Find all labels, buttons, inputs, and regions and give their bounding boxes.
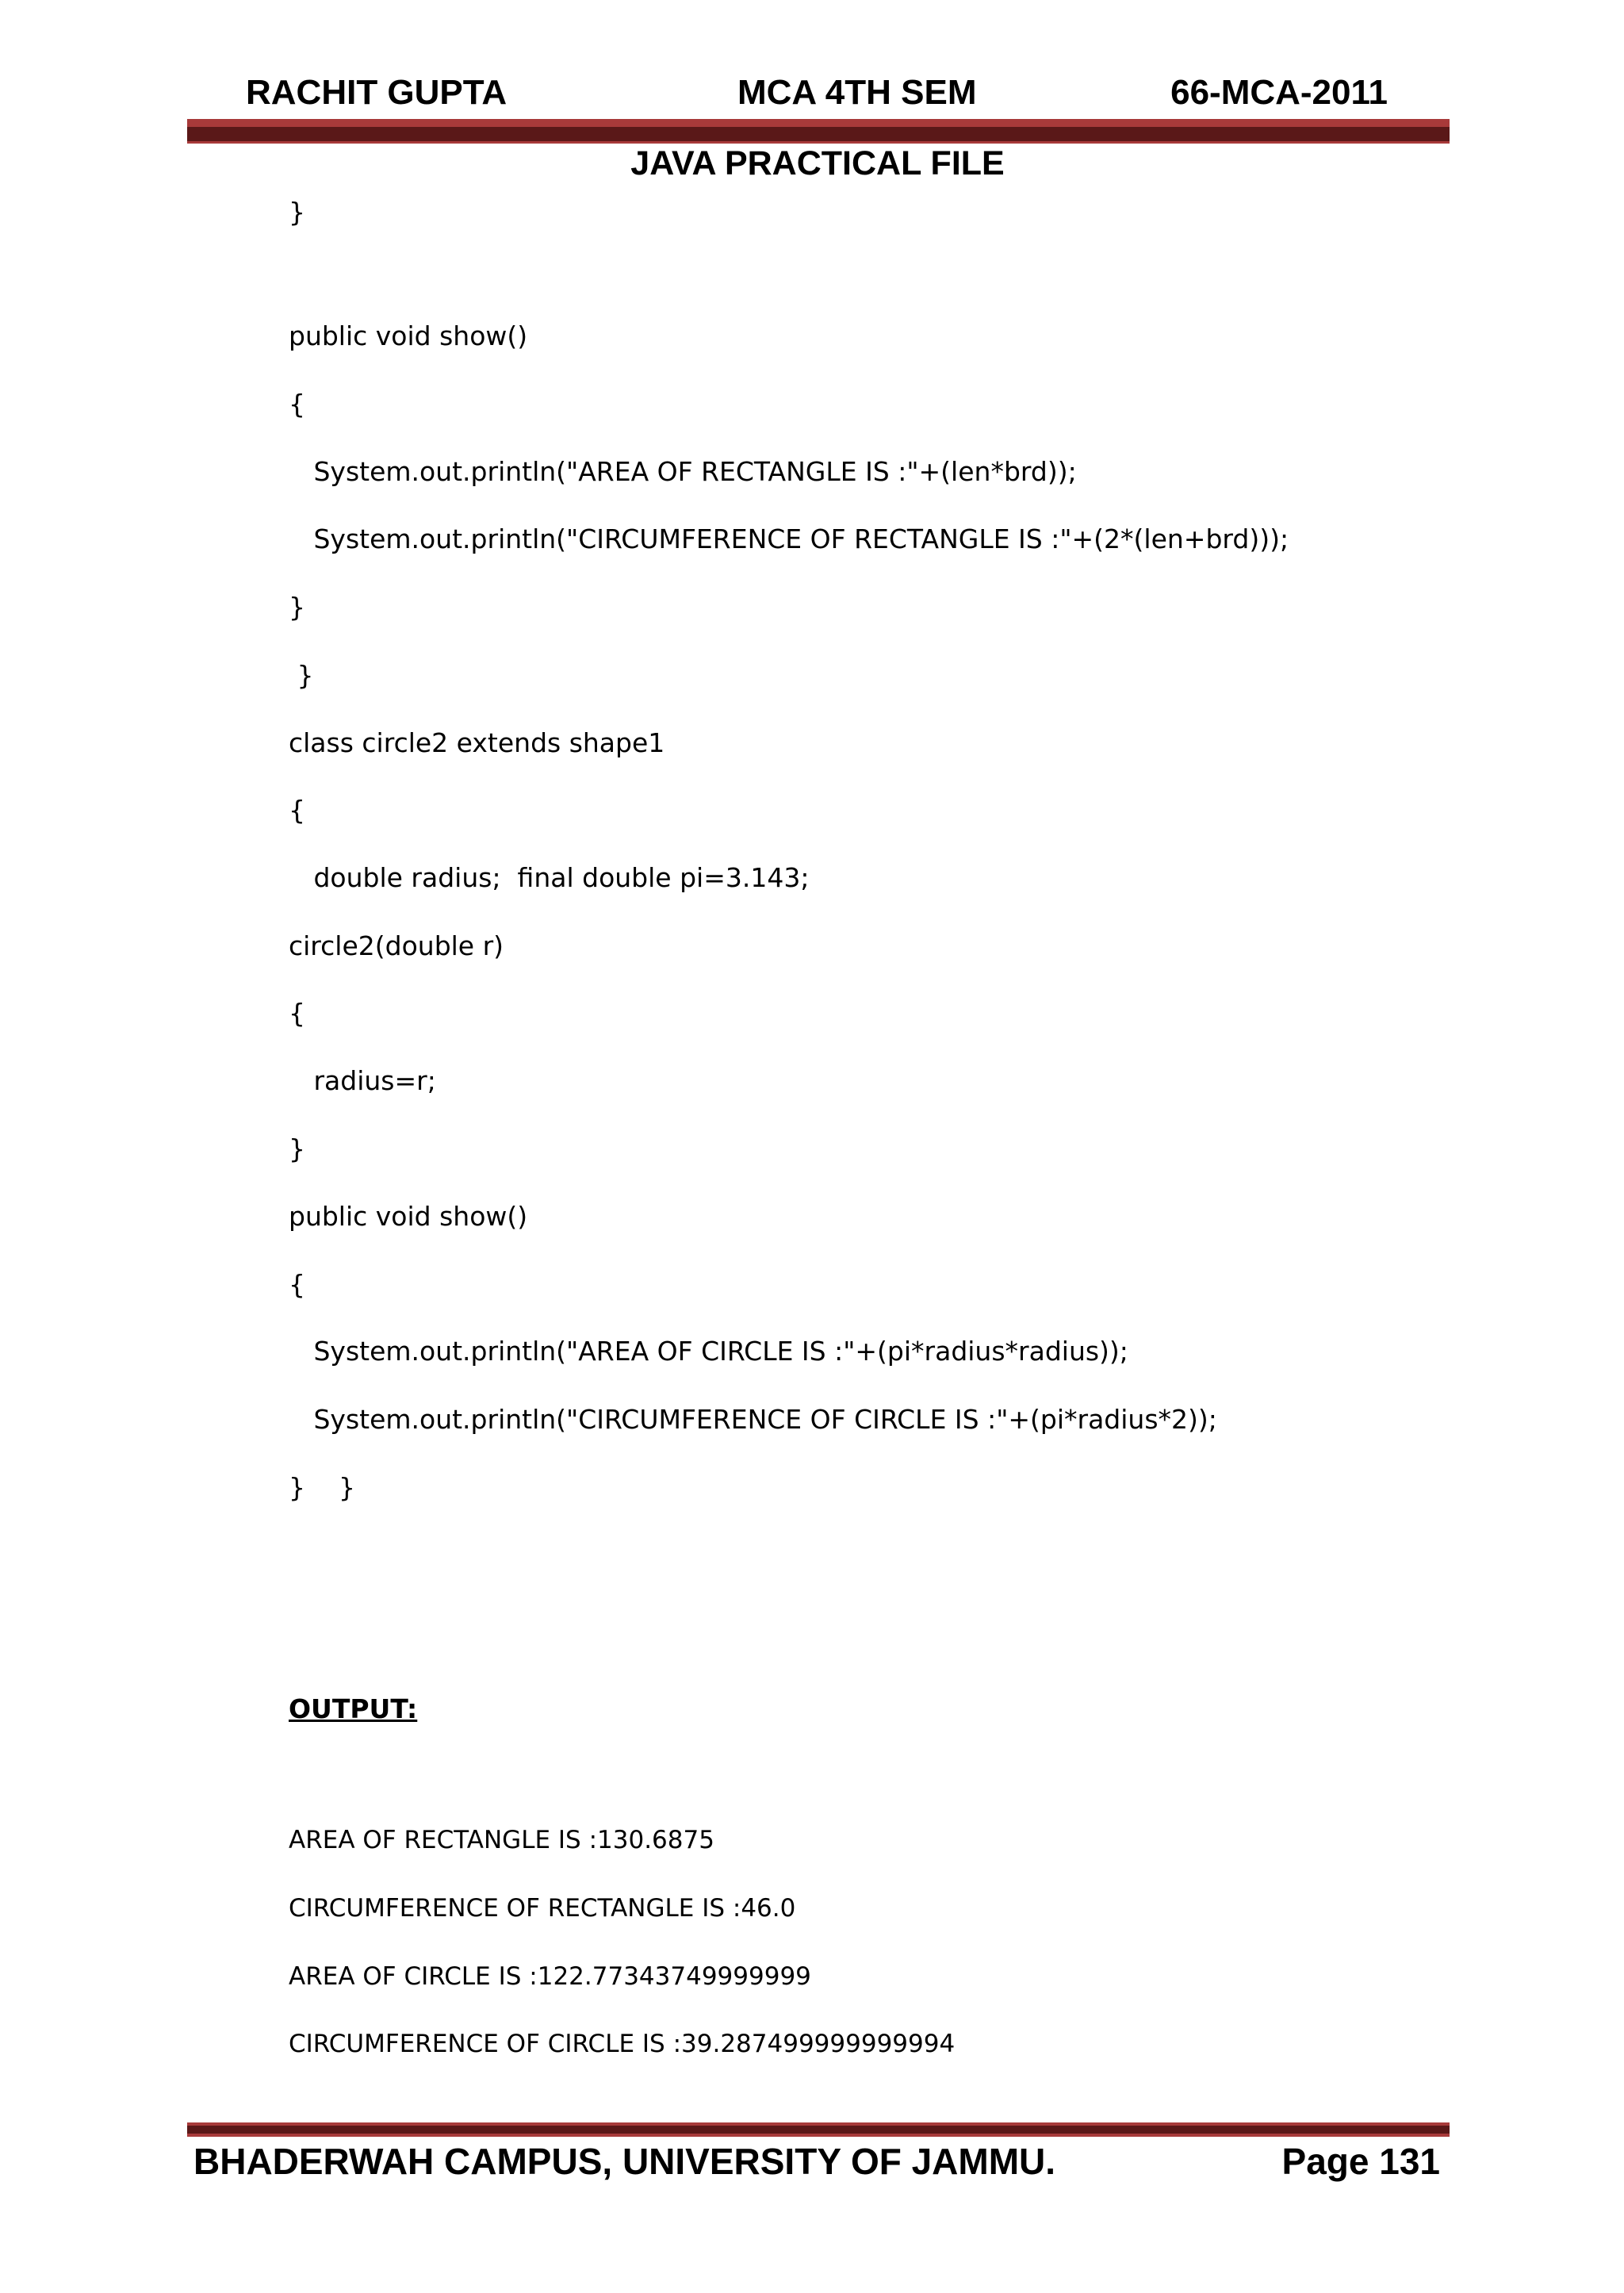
code-line: } bbox=[289, 1133, 305, 1164]
code-line: class circle2 extends shape1 bbox=[289, 727, 665, 758]
code-line: System.out.println("CIRCUMFERENCE OF CIRCLE IS :"+(pi*radius*2)); bbox=[289, 1404, 1217, 1435]
code-line: } } bbox=[289, 1472, 355, 1503]
header-rule-light-bottom bbox=[187, 141, 1450, 144]
code-line: { bbox=[289, 1269, 305, 1300]
semester-label: MCA 4TH SEM bbox=[737, 73, 977, 112]
code-line: } bbox=[289, 592, 305, 623]
output-line: AREA OF CIRCLE IS :122.77343749999999 bbox=[289, 1962, 811, 1991]
campus-name: BHADERWAH CAMPUS, UNIVERSITY OF JAMMU. bbox=[193, 2141, 1056, 2182]
code-line: public void show() bbox=[289, 1201, 528, 1232]
page-footer bbox=[187, 2140, 1450, 2188]
output-line: AREA OF RECTANGLE IS :130.6875 bbox=[289, 1826, 714, 1854]
code-line: } bbox=[289, 197, 305, 228]
code-line: System.out.println("AREA OF CIRCLE IS :"+(pi*radius*radius)); bbox=[289, 1336, 1128, 1367]
code-line: { bbox=[289, 795, 305, 826]
footer-rule-dark bbox=[187, 2126, 1450, 2134]
code-line: public void show() bbox=[289, 320, 528, 351]
code-line: double radius; final double pi=3.143; bbox=[289, 862, 810, 893]
code-listing bbox=[289, 190, 1289, 1503]
code-line: } bbox=[289, 660, 314, 691]
code-line: System.out.println("AREA OF RECTANGLE IS :"+(len*brd)); bbox=[289, 456, 1077, 487]
page-header bbox=[187, 73, 1450, 121]
code-line: System.out.println("CIRCUMFERENCE OF RECTANGLE IS :"+(2*(len+brd))); bbox=[289, 523, 1289, 554]
page-number: Page 131 bbox=[1281, 2141, 1440, 2182]
output-line: CIRCUMFERENCE OF RECTANGLE IS :46.0 bbox=[289, 1894, 796, 1923]
code-line: radius=r; bbox=[289, 1065, 436, 1096]
header-rule-light bbox=[187, 119, 1450, 127]
output-heading: OUTPUT: bbox=[289, 1693, 418, 1724]
student-name: RACHIT GUPTA bbox=[246, 73, 508, 112]
output-line: CIRCUMFERENCE OF CIRCLE IS :39.287499999999994 bbox=[289, 2030, 956, 2058]
header-rule-dark bbox=[187, 127, 1450, 141]
footer-rule-light-bottom bbox=[187, 2134, 1450, 2137]
code-line: { bbox=[289, 389, 305, 420]
document-title: JAVA PRACTICAL FILE bbox=[630, 144, 1005, 182]
code-line: circle2(double r) bbox=[289, 930, 504, 961]
code-line: { bbox=[289, 998, 305, 1029]
roll-number: 66-MCA-2011 bbox=[1170, 73, 1388, 112]
